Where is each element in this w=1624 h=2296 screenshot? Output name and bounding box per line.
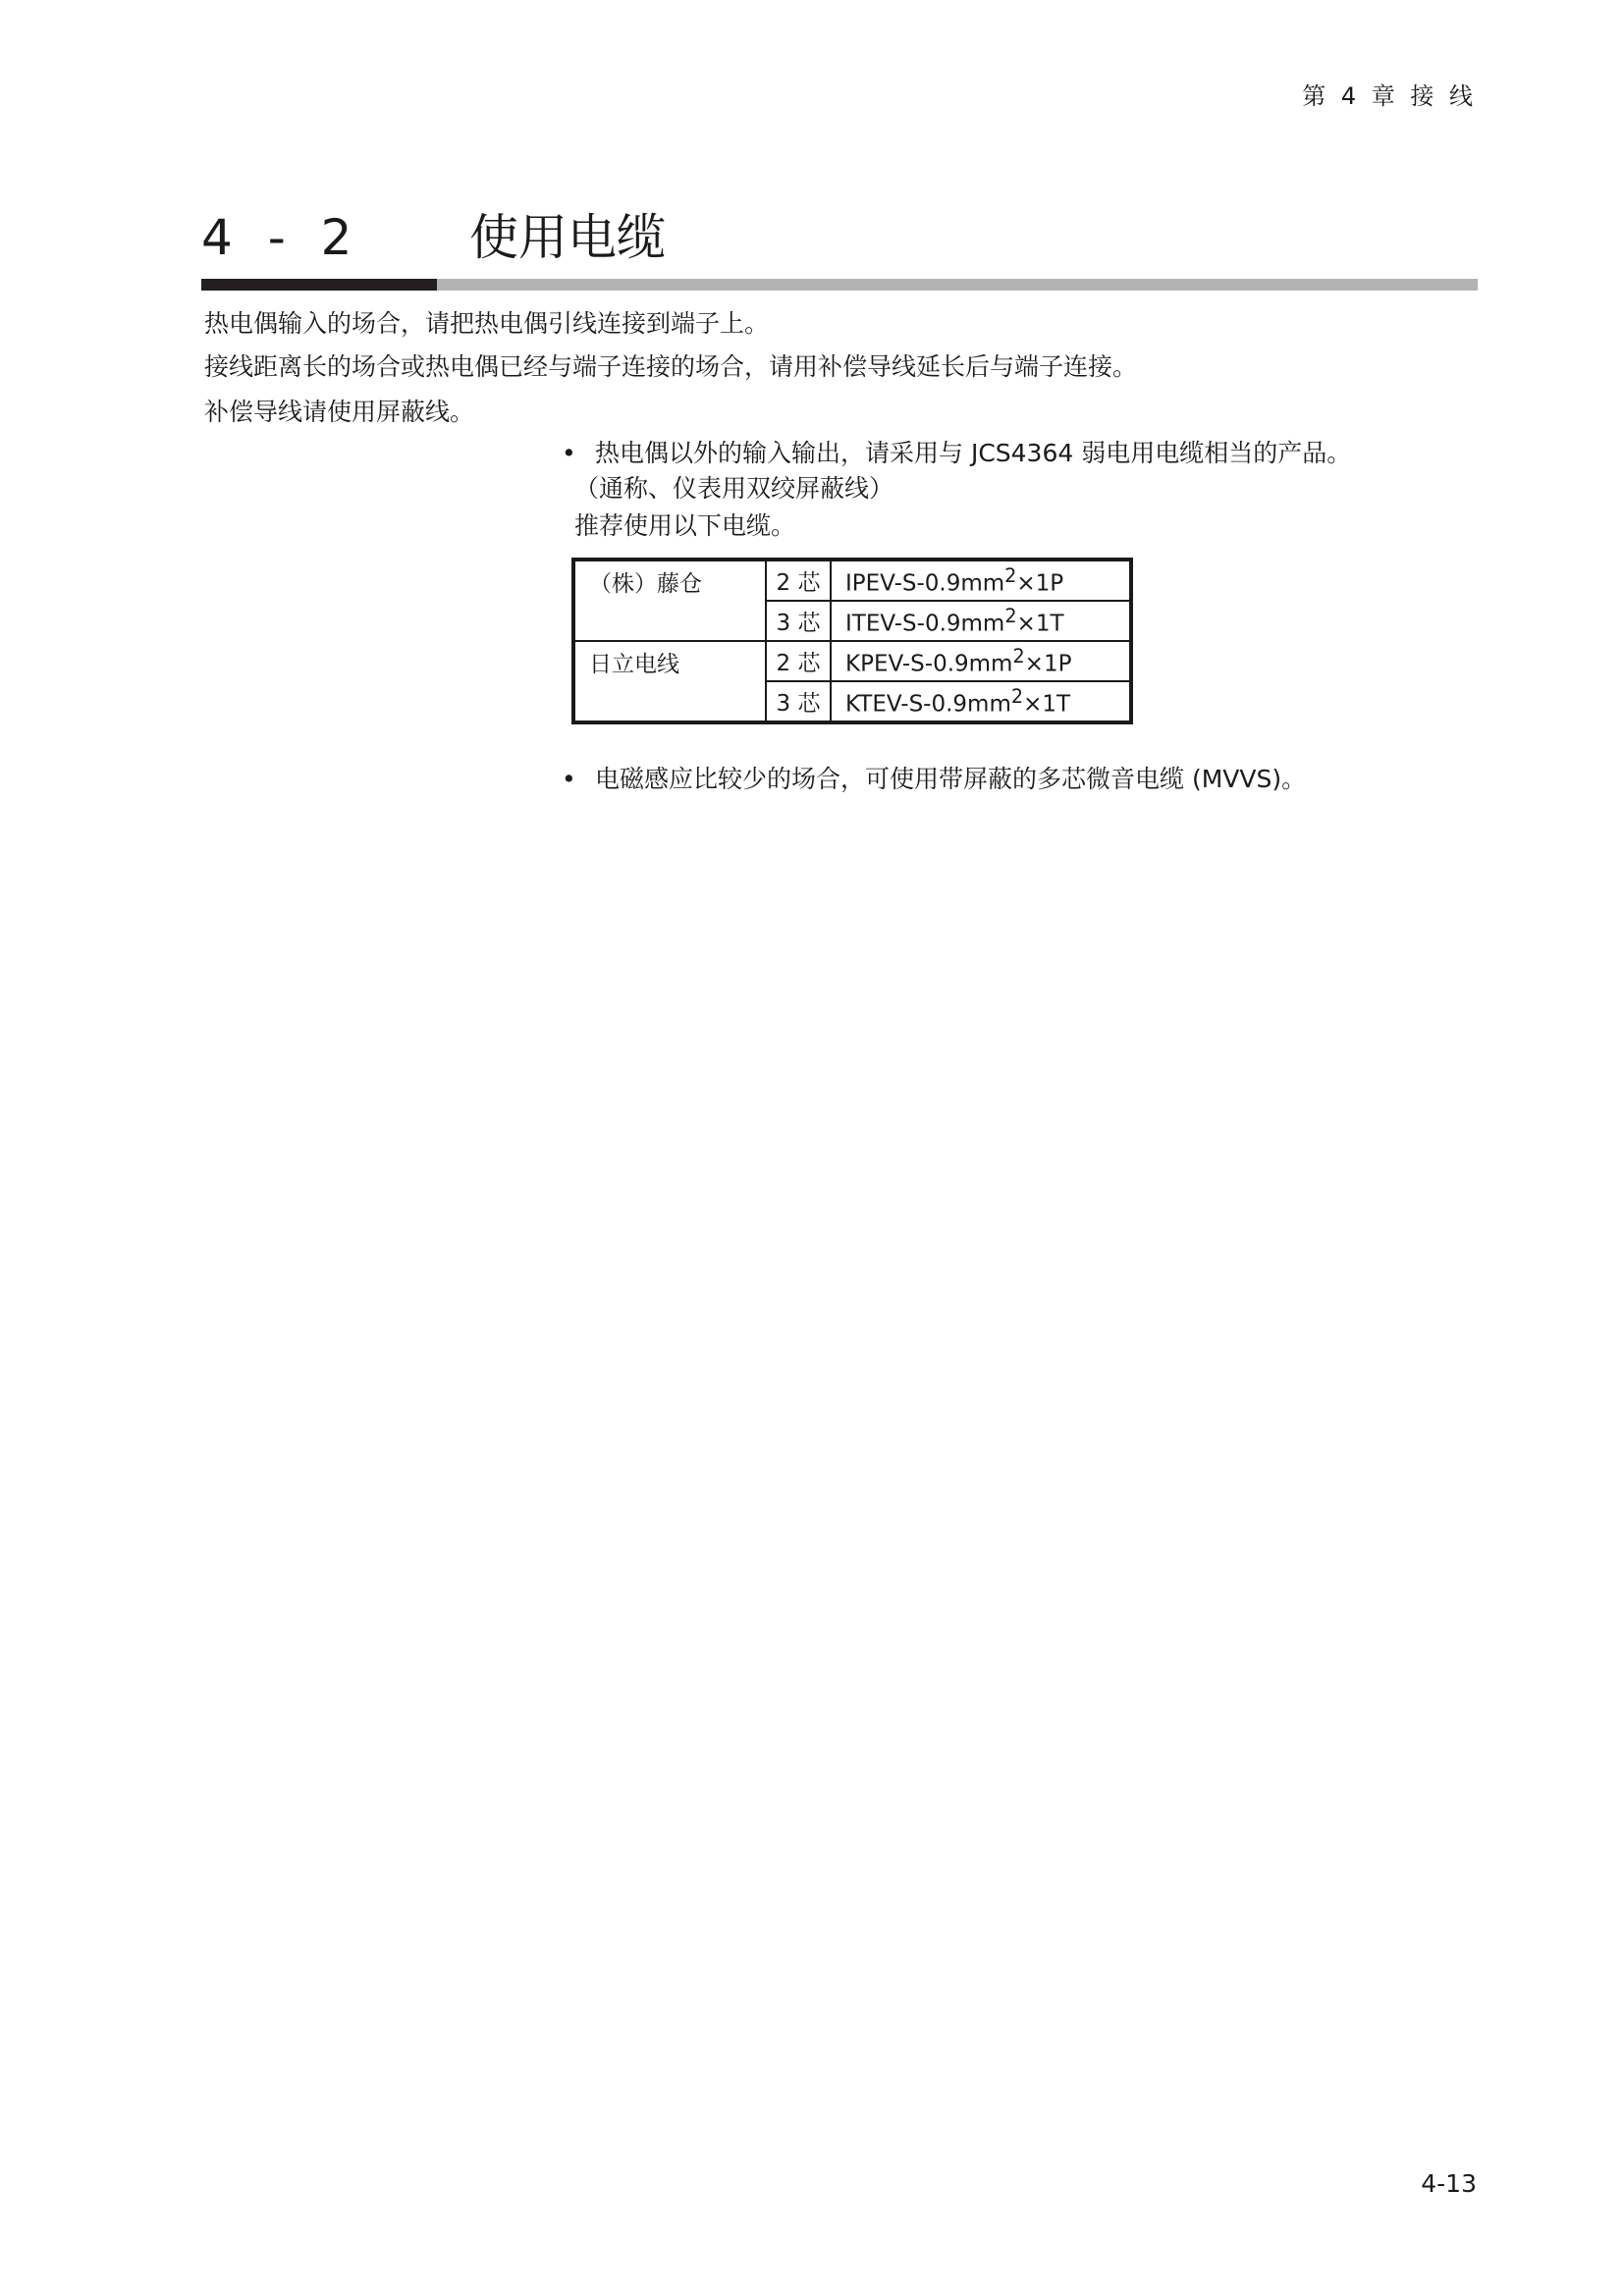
cable-table [571, 558, 1133, 724]
model-cell: KPEV-$S-0.9mm^2\times 1P$ [831, 641, 1131, 681]
maker-cell: 日立电线 [573, 641, 766, 722]
title-rule-gray [437, 279, 1478, 291]
bullet-text: 电磁感应比较少的场合，可使用带屏蔽的多芯微音电缆 (MVVS)。 [595, 765, 1307, 793]
maker-cell: （株）藤仓 [573, 560, 766, 641]
model-cell: ITEV-$S-0.9mm^2\times 1T$ [831, 601, 1131, 641]
bullet-text: 热电偶以外的输入输出，请采用与 JCS4364 弱电用电缆相当的产品。 [595, 439, 1352, 467]
cores-cell: 2 芯 [766, 641, 831, 681]
bullet-note: （通称、仪表用双绞屏蔽线） [574, 474, 894, 503]
bullet-dot: • [562, 439, 576, 467]
paragraph-1: 热电偶输入的场合，请把热电偶引线连接到端子上。 [204, 309, 770, 338]
model-cell: KTEV-$S-0.9mm^2\times 1T$ [831, 681, 1131, 722]
page-number: 4-13 [1421, 2169, 1477, 2198]
section-title: 使用电缆 [469, 209, 666, 266]
bullet-dot: • [562, 765, 576, 793]
model-cell: IPEV-$S-0.9mm^2\times 1P$ [831, 560, 1131, 601]
recommend-text: 推荐使用以下电缆。 [574, 511, 796, 540]
bullet-item-1 [562, 436, 1351, 471]
cores-cell: 3 芯 [766, 681, 831, 722]
table-row [573, 641, 1131, 681]
table-row [573, 560, 1131, 601]
cores-cell: 2 芯 [766, 560, 831, 601]
bullet-item-2 [562, 762, 1306, 797]
cores-cell: 3 芯 [766, 601, 831, 641]
chapter-header: 第 4 章 接 线 [1302, 82, 1477, 110]
title-rule-dark [201, 279, 437, 291]
section-number: 4 - 2 [201, 209, 362, 266]
paragraph-2: 接线距离长的场合或热电偶已经与端子连接的场合，请用补偿导线延长后与端子连接。 [204, 352, 1138, 381]
paragraph-3: 补偿导线请使用屏蔽线。 [204, 398, 475, 426]
